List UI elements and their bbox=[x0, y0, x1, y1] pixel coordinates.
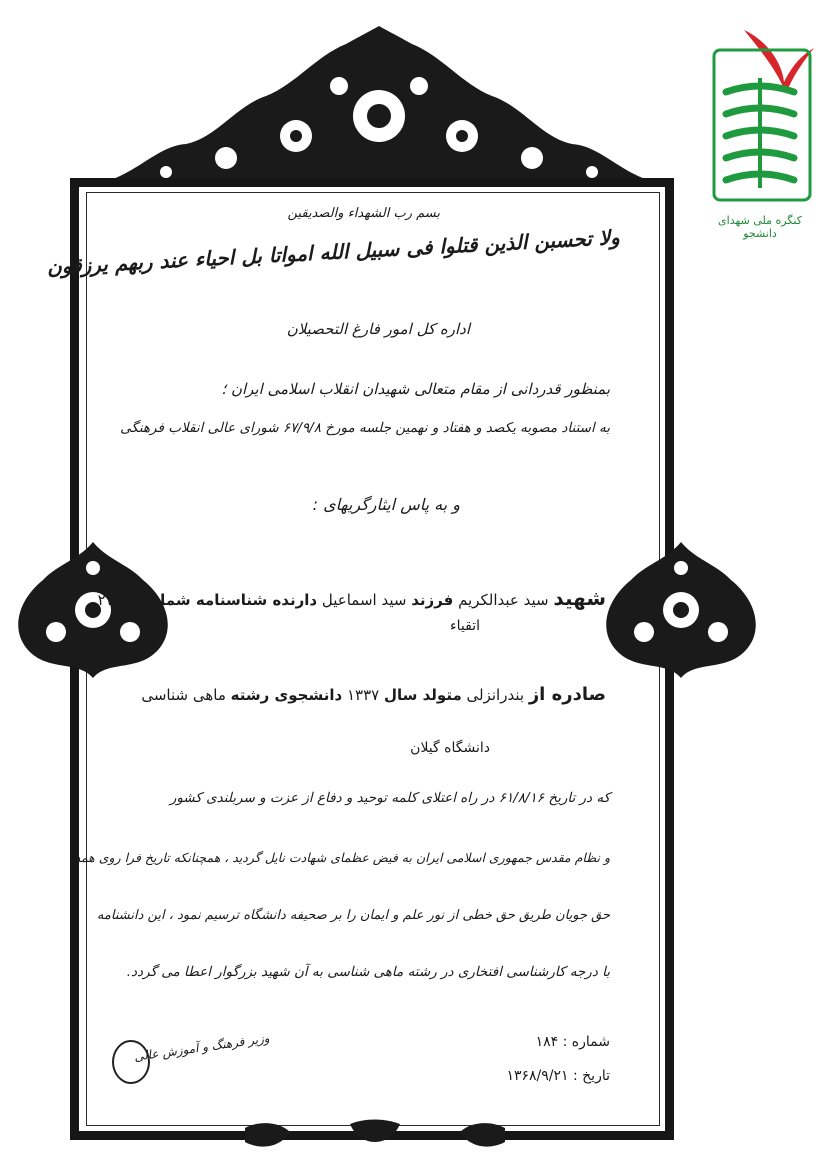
martyr-label: شهید bbox=[553, 586, 606, 610]
book-and-dove-logo-icon bbox=[704, 22, 816, 212]
top-floral-crest-icon bbox=[96, 26, 662, 186]
number-label: شماره : bbox=[562, 1034, 610, 1050]
issuance-line bbox=[141, 684, 606, 705]
id-number: ۲۷۸۹۲ bbox=[97, 591, 138, 609]
issued-from-label: صادره از bbox=[528, 684, 606, 705]
number-value: ۱۸۴ bbox=[535, 1034, 559, 1050]
bottom-floral-ornament-icon bbox=[240, 1118, 510, 1166]
university-name: دانشگاه گیلان bbox=[410, 740, 490, 756]
student-field-label: دانشجوی رشته bbox=[230, 686, 343, 704]
date-value: ۱۳۶۸/۹/۲۱ bbox=[506, 1068, 569, 1084]
body-line-3: حق جویان طریق حق خطی از نور علم و ایمان را بر صحیفه دانشگاه ترسیم نمود ، این دانشنامه bbox=[96, 908, 610, 923]
dedication-text: بسم رب الشهداء والصدیقین bbox=[287, 206, 440, 221]
department-title: اداره کل امور فارغ التحصیلان bbox=[286, 320, 470, 338]
signature-title: وزیر فرهنگ و آموزش عالی bbox=[133, 1031, 271, 1064]
father-name: سید اسماعیل bbox=[321, 591, 407, 609]
left-floral-medallion-icon bbox=[8, 540, 178, 680]
intro-line-3: و به پاس ایثارگریهای : bbox=[312, 495, 460, 514]
field-of-study: ماهی شناسی bbox=[141, 686, 226, 704]
body-line-2: و نظام مقدس جمهوری اسلامی ایران به فیض عظمای شهادت نایل گردید ، همچنانکه تاریخ فرا روی همه bbox=[74, 850, 610, 865]
logo-caption: کنگره ملی شهدای دانشجو bbox=[718, 214, 802, 240]
quranic-verse: ولا تحسبن الذین قتلوا فی سبیل الله امواتا بل احیاء عند ربهم یرزقون bbox=[46, 225, 621, 280]
issued-from-place: بندرانزلی bbox=[466, 686, 525, 704]
intro-line-2: به استناد مصوبه یکصد و هفتاد و نهمین جلسه مورخ ۶۷/۹/۸ شورای عالی انقلاب فرهنگی bbox=[120, 420, 610, 436]
date-label: تاریخ : bbox=[572, 1068, 610, 1084]
martyr-name: سید عبدالکریم bbox=[458, 591, 549, 609]
intro-line-1: بمنظور قدردانی از مقام متعالی شهیدان انقلاب اسلامی ایران ؛ bbox=[221, 380, 610, 398]
child-of-label: فرزند bbox=[411, 591, 454, 609]
right-floral-medallion-icon bbox=[596, 540, 766, 680]
number-row bbox=[470, 1034, 610, 1050]
date-row bbox=[440, 1068, 610, 1084]
body-line-1: که در تاریخ ۶۱/۸/۱۶ در راه اعتلای کلمه توحید و دفاع از عزت و سربلندی کشور bbox=[169, 790, 610, 806]
id-holder-label: دارنده شناسنامه شماره bbox=[142, 591, 318, 609]
congress-logo bbox=[704, 22, 816, 240]
martyr-details-line bbox=[97, 586, 606, 610]
birth-year: ۱۳۳۷ bbox=[346, 686, 380, 704]
birth-year-label: متولد سال bbox=[384, 686, 462, 704]
body-line-4: با درجه کارشناسی افتخاری در رشته ماهی شناسی به آن شهید بزرگوار اعطا می گردد. bbox=[126, 964, 610, 980]
surname: اتقیاء bbox=[450, 618, 480, 634]
